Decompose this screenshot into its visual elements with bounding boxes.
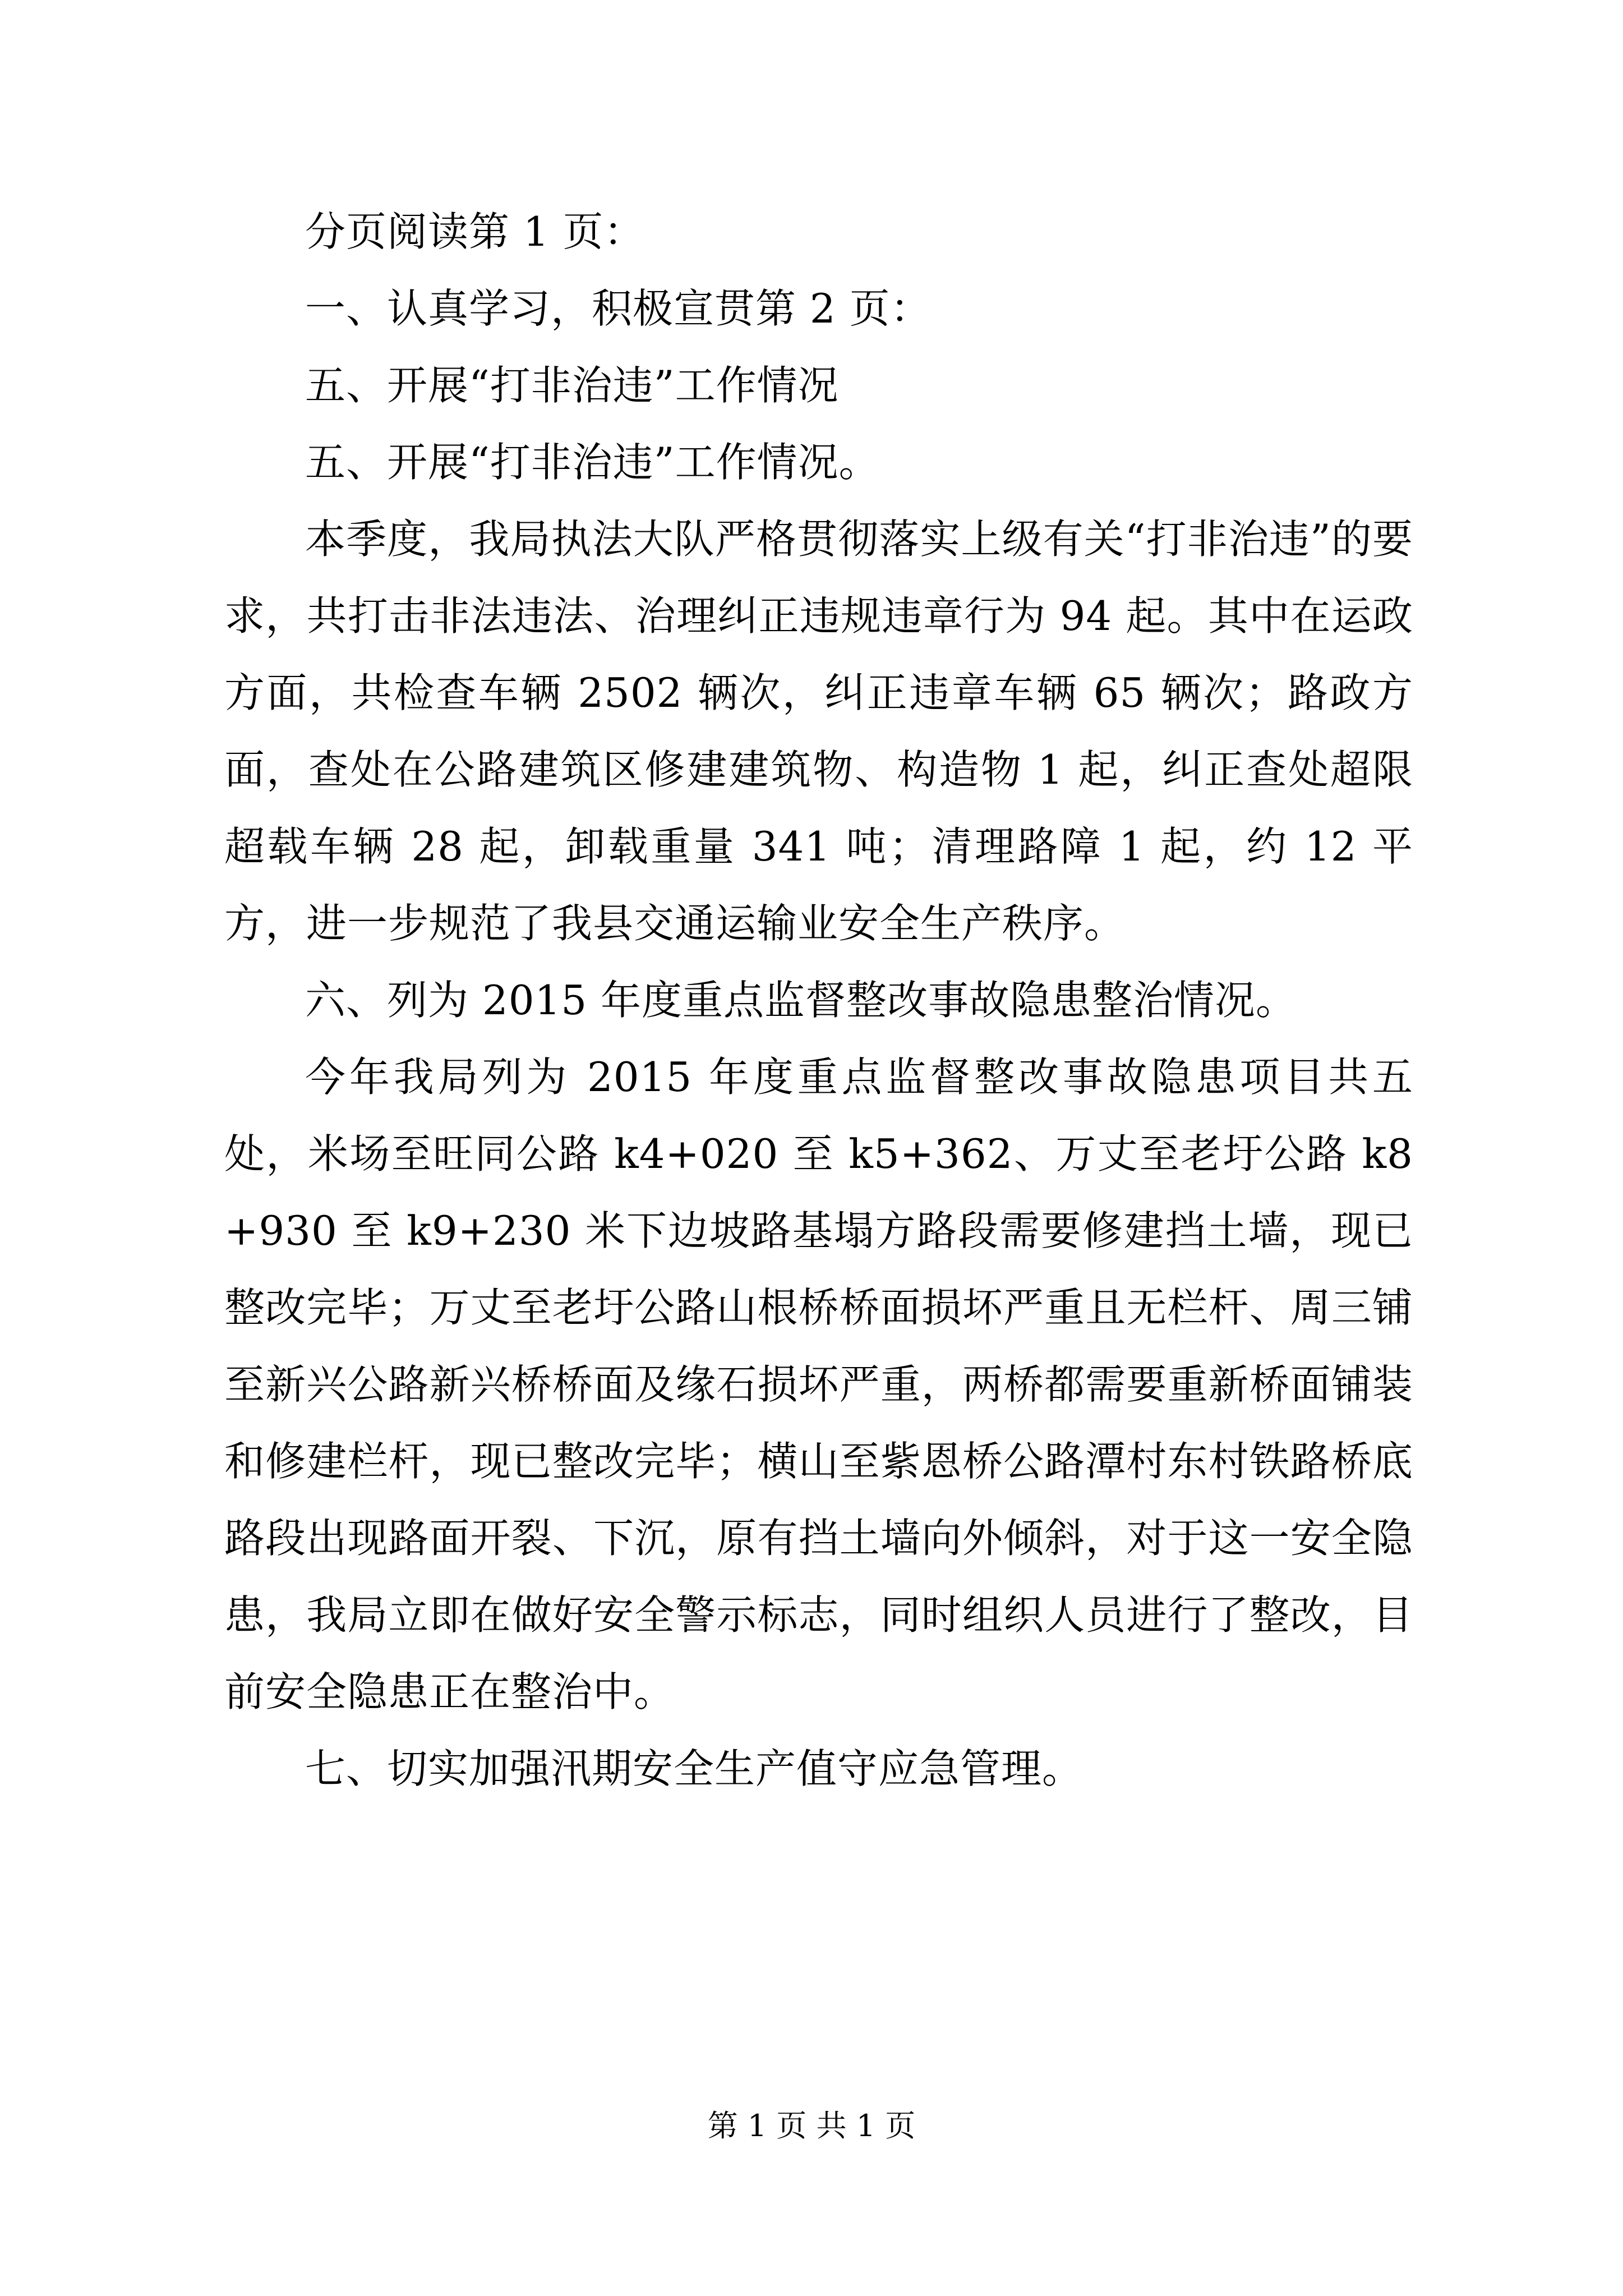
paragraph-heading-1: 一、认真学习，积极宣贯第 2 页： [305, 285, 932, 332]
page-footer: 第 1 页 共 1 页 [707, 2108, 916, 2143]
paragraph-hazard-details: 今年我局列为 2015 年度重点监督整改事故隐患项目共五处，米场至旺同公路 k4+020 至 k5+362、万丈至老圩公路 k8+930 至 k9+230 米下边坡路基塌方路段需要修建挡土墙，现已整改完毕；万丈至老圩公路山根桥桥面损坏严重且无栏杆、周三铺至新兴公路新兴桥桥面及缘石损坏严重，两桥都需要重新桥面铺装和修建栏杆，现已整改完毕；横山至紫恩桥公路潭村东村铁路桥底路段出现路面开裂、下沉，原有挡土墙向外倾斜，对于这一安全隐患，我局立即在做好安全警示标志，同时组织人员进行了整改，目前安全隐患正在整治中。 [224, 1053, 1413, 1715]
paragraph-heading-5-repeat: 五、开展“打非治违”工作情况。 [305, 439, 880, 486]
paragraph-quarter-summary: 本季度，我局执法大队严格贯彻落实上级有关“打非治违”的要求，共打击非法违法、治理纠正违规违章行为 94 起。其中在运政方面，共检查车辆 2502 辆次，纠正违章车辆 65 辆次；路政方面，查处在公路建筑区修建建筑物、构造物 1 起，纠正查处超限超载车辆 28 起，卸载重量 341 吨；清理路障 1 起，约 12 平方，进一步规范了我县交通运输业安全生产秩序。 [224, 516, 1413, 947]
paragraph-heading-6: 六、列为 2015 年度重点监督整改事故隐患整治情况。 [305, 977, 1297, 1024]
document-body [224, 194, 1413, 1807]
paragraph-page-read-1: 分页阅读第 1 页： [305, 208, 645, 255]
paragraph-heading-7: 七、切实加强汛期安全生产值守应急管理。 [305, 1745, 1083, 1792]
paragraph-heading-5: 五、开展“打非治违”工作情况 [305, 362, 839, 409]
